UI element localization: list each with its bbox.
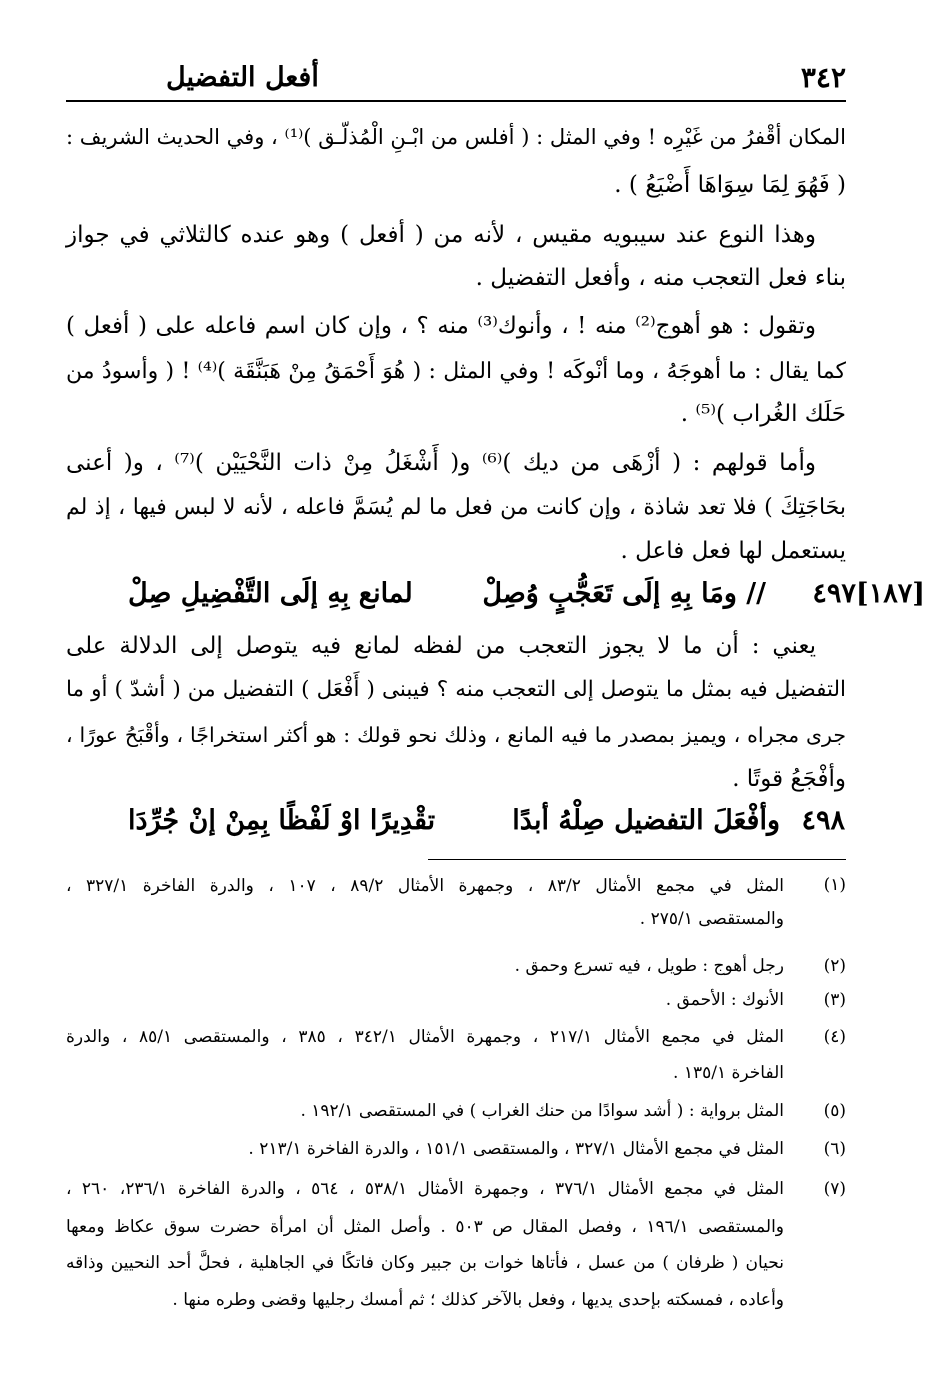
body-line: وأفْجَعُ قوتًا . (732, 766, 846, 792)
body-line: حَلَك الغُراب )⁽⁵⁾ . (680, 401, 846, 427)
body-line: كما يقال : ما أهوجَهُ ، وما أنْوكَه ! وفي المثل : ( هُوَ أَحْمَقُ مِنْ هَبَنَّقَة )⁽⁴⁾ ! ( وأسودُ من (66, 359, 847, 384)
verse-hemistich: تقْدِيرًا اوْ لَفْظًا بِمِنْ إنْ جُرِّدَا (128, 805, 436, 836)
footnote-line: رجل أهوج : طويل ، فيه تسرع وحمق . (514, 956, 784, 976)
body-line: التفضيل فيه بمثل ما يتوصل إلى التعجب منه ؟ فيبنى ( أَفْعَل ) التفضيل من ( أشدّ ) أو ما (66, 677, 846, 702)
footnote-line: الفاخرة ١٣٥/١ . (673, 1063, 784, 1083)
footnote-line: المثل في مجمع الأمثال ٨٣/٢ ، وجمهرة الأمثال ٨٩/٢ ، ١٠٧ ، والدرة الفاخرة ٣٢٧/١ ، (66, 876, 784, 896)
verse-hemistich: وأفْعَلَ التفضيل صِلْهُ أبدًا (512, 805, 780, 836)
footnote-line: المثل في مجمع الأمثال ٣٧٦/١ ، وجمهرة الأمثال ٥٣٨/١ ، ٥٦٤ ، والدرة الفاخرة ٢٣٦/١، ٢٦٠ ، (66, 1179, 785, 1199)
body-line: وتقول : هو أهوج⁽²⁾ منه ! ، وأنوك⁽³⁾ منه ؟ ، وإن كان اسم فاعله على ( أفعل ) (66, 313, 816, 339)
footnote-line: نحيان ( ظرفان ) من عسل ، فأتاها خوات بن جبير وكان فاتكًا في الجاهلية ، فحلَّ أحد النحيين وذاقه (66, 1253, 784, 1273)
footnote-line: وأعاده ، فمسكته بإحدى يديها ، وفعل بالآخر كذلك ؛ ثم أمسك رجليها وقضى وطره منها . (172, 1290, 784, 1310)
body-line: ( فَهُوَ لِمَا سِوَاهَا أَضْيَعُ ) . (614, 172, 846, 198)
footnote-number: (٢) (823, 956, 846, 976)
footnote-number: (٤) (823, 1027, 846, 1047)
body-line: المكان أقْفرُ من غَيْرِه ! وفي المثل : ( أفلس من ابْـنِ الْمُذلّـق )⁽¹⁾ ، وفي الحديث الشريف : (66, 125, 846, 149)
header-rule (66, 100, 846, 102)
body-line: يعني : أن ما لا يجوز التعجب من لفظه لمانع فيه يتوصل إلى الدلالة على (66, 633, 816, 659)
running-header (66, 58, 846, 96)
footnote-line: المثل في مجمع الأمثال ٣٢٧/١ ، والمستقصى ١٥١/١ ، والدرة الفاخرة ٢١٣/١ . (248, 1139, 784, 1159)
verse-number: ٤٩٨ (801, 805, 845, 836)
body-line: يستعمل لها فعل فاعل . (620, 538, 846, 564)
footnote-number: (٣) (823, 990, 846, 1010)
footnote-number: (١) (823, 875, 846, 895)
body-line: بحَاجَتِكَ ) فلا تعد شاذة ، وإن كانت من فعل ما لم يُسَمَّ فاعله ، لأنه لا لبس فيها ، إذ لم (66, 495, 846, 520)
verse-hemistich: لمانع بِهِ إلَى التَّفْضِيلِ صِلْ (128, 578, 413, 609)
body-line: بناء فعل التعجب منه ، وأفعل التفضيل . (475, 265, 846, 291)
body-line: وهذا النوع عند سيبويه مقيس ، لأنه من ( أفعل ) وهو عنده كالثلاثي في جواز (66, 222, 816, 248)
footnote-line: والمستقصى ١٩٦/١ ، وفصل المقال ص ٥٠٣ . وأصل المثل أن امرأة حضرت سوق عكاظ ومعها (66, 1217, 784, 1237)
footnote-line: والمستقصى ٢٧٥/١ . (639, 909, 784, 929)
page-number: ٣٤٢ (800, 60, 846, 94)
verse-hemistich: // ومَا بِهِ إلَى تَعَجُّبٍ وُصِلْ (482, 578, 766, 609)
footnote-number: (٥) (823, 1101, 846, 1121)
body-line: جرى مجراه ، ويميز بمصدر ما فيه المانع ، وذلك نحو قولك : هو أكثر استخراجًا ، وأقْبَحُ عورًا ، (66, 723, 846, 747)
verse-number: [١٨٧]٤٩٧ (812, 578, 925, 609)
footnote-line: الأنوك : الأحمق . (665, 990, 784, 1010)
footnote-line: المثل برواية : ( أشد سوادًا من حنك الغراب ) في المستقصى ١٩٢/١ . (300, 1101, 784, 1121)
body-line: وأما قولهم : ( أزْهَى من ديك )⁽⁶⁾ و( أَشْغَلُ مِنْ ذات النَّحْيَيْن )⁽⁷⁾ ، و( أعنى (66, 450, 816, 476)
running-title: أفعل التفضيل (166, 61, 319, 93)
footnote-line: المثل في مجمع الأمثال ٢١٧/١ ، وجمهرة الأمثال ٣٤٢/١ ، ٣٨٥ ، والمستقصى ٨٥/١ ، والدرة (66, 1027, 784, 1047)
footnote-rule (428, 859, 846, 860)
footnote-number: (٧) (823, 1179, 846, 1199)
footnote-number: (٦) (823, 1139, 846, 1159)
